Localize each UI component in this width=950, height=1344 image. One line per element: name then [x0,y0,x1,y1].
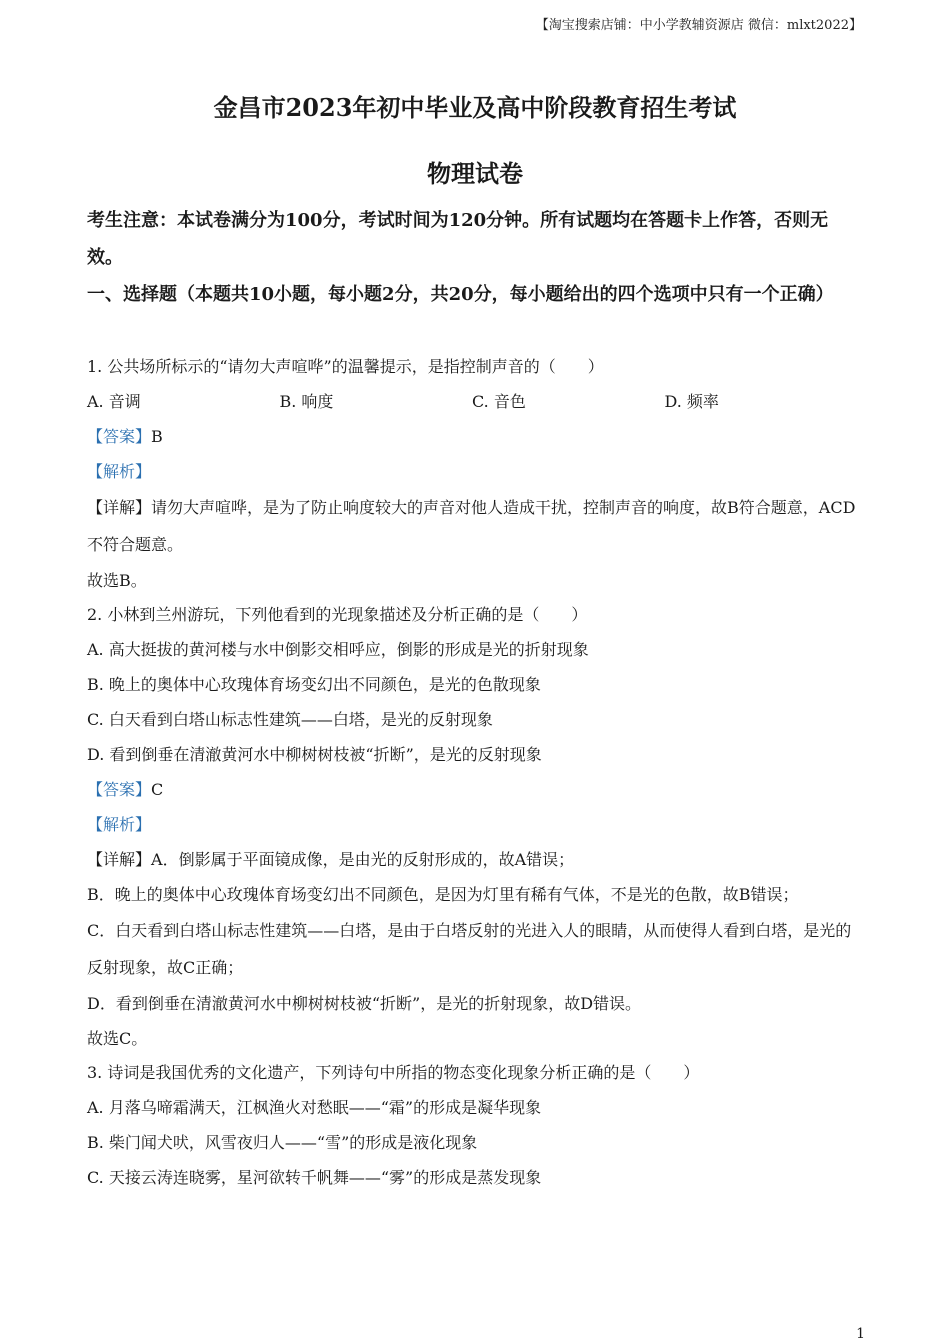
q1-option-c: C. 音色 [472,392,526,411]
q1-options [87,384,857,419]
q2-option-b: B. 晚上的奥体中心玫瑰体育场变幻出不同颜色，是光的色散现象 [87,675,541,694]
q2-option-a: A. 高大挺拔的黄河楼与水中倒影交相呼应，倒影的形成是光的折射现象 [87,640,589,659]
q1-option-a: A. 音调 [87,392,141,411]
q3-option-b: B. 柴门闻犬吠，风雪夜归人——“雪”的形成是液化现象 [87,1133,478,1152]
notice-text: 考生注意：本试卷满分为100分，考试时间为120分钟。所有试题均在答题卡上作答，否则无效。 [87,210,829,268]
section-heading [87,276,857,313]
q2-detail-b: B．晚上的奥体中心玫瑰体育场变幻出不同颜色，是因为灯里有稀有气体，不是光的色散，故B错误； [87,885,799,904]
q1-analysis-tag: 【解析】 [87,462,152,481]
exam-title: 金昌市2023年初中毕业及高中阶段教育招生考试 [213,93,737,122]
q2-conclusion: 故选C。 [87,1029,148,1048]
q2-analysis-tag: 【解析】 [87,815,152,834]
question-3 [87,1055,857,1195]
q1-option-b: B. 响度 [279,392,334,411]
q1-answer-value: B [151,427,163,446]
q3-option-a: A. 月落乌啼霜满天，江枫渔火对愁眠——“霜”的形成是凝华现象 [87,1098,542,1117]
q1-detail [87,489,857,563]
answer-tag: 【答案】 [87,780,152,799]
q2-option-c: C. 白天看到白塔山标志性建筑——白塔，是光的反射现象 [87,710,493,729]
exam-subtitle: 物理试卷 [427,159,523,188]
section1-text: 一、选择题（本题共10小题，每小题2分，共20分，每小题给出的四个选项中只有一个正确） [87,284,834,305]
exam-notice [87,202,857,276]
q1-answer [87,419,857,454]
detail-tag: 【详解】 [87,850,152,869]
q2-answer [87,772,857,807]
q2-option-d: D. 看到倒垂在清澈黄河水中柳树树枝被“折断”，是光的反射现象 [87,745,542,764]
q1-detail-text: 请勿大声喧哗，是为了防止响度较大的声音对他人造成干扰，控制声音的响度，故B符合题意，ACD不符合题意。 [87,498,856,554]
q1-conclusion: 故选B。 [87,571,147,590]
q2-detail-d: D．看到倒垂在清澈黄河水中柳树树枝被“折断”，是光的折射现象，故D错误。 [87,994,642,1013]
q2-stem: 2. 小林到兰州游玩，下列他看到的光现象描述及分析正确的是（ ） [87,605,588,624]
answer-tag: 【答案】 [87,427,152,446]
q2-detail-a [87,842,857,877]
question-1 [87,349,857,598]
question-2 [87,597,857,1056]
q1-option-d: D. 频率 [664,392,719,411]
page-number: 1 [856,1326,865,1342]
detail-tag: 【详解】 [87,498,152,517]
q2-answer-value: C [151,780,164,799]
header-note: 【淘宝搜索店铺：中小学教辅资源店 微信：mlxt2022】 [535,18,862,33]
q2-detail-a-text: A．倒影属于平面镜成像，是由光的反射形成的，故A错误； [151,850,575,869]
q3-stem: 3. 诗词是我国优秀的文化遗产，下列诗句中所指的物态变化现象分析正确的是（ ） [87,1063,700,1082]
q3-option-c: C. 天接云涛连晓雾，星河欲转千帆舞——“雾”的形成是蒸发现象 [87,1168,542,1187]
q1-stem: 1. 公共场所标示的“请勿大声喧哗”的温馨提示，是指控制声音的（ ） [87,357,604,376]
q2-detail-c: C．白天看到白塔山标志性建筑——白塔，是由于白塔反射的光进入人的眼睛，从而使得人看到白塔，是光的反射现象，故C正确； [87,921,852,977]
